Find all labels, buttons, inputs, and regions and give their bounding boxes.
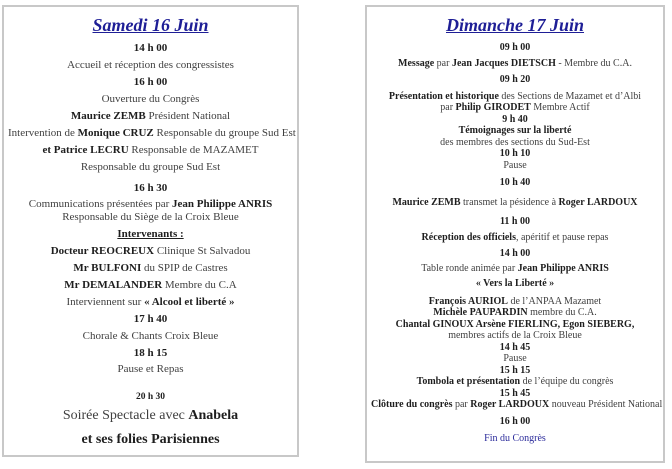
event-line [8,363,293,376]
text-segment: Jean Philippe ANRIS [517,262,609,274]
text-segment: Intervention de [8,127,78,139]
text-segment: 14 h 45 [499,341,531,353]
text-segment: 14 h 00 [133,42,168,54]
saturday-program-panel [2,5,299,457]
text-segment: 15 h 45 [499,387,531,399]
event-line [8,127,296,140]
text-segment: François AURIOL [428,295,508,307]
text-segment: par [440,102,456,113]
time-line [8,347,293,360]
event-line [8,211,293,224]
text-segment: Président National [145,110,231,122]
text-segment: Clinique St Salvadou [154,245,251,257]
text-segment: Intervenants : [117,228,184,240]
event-line [371,278,659,290]
event-line [371,319,659,331]
text-segment: Responsable de MAZAMET [128,144,259,156]
text-segment: Témoignages sur la liberté [458,125,572,136]
event-line [8,330,293,343]
text-segment: Réception des officiels [421,231,516,243]
event-line [371,125,659,137]
text-segment: 9 h 40 [502,113,528,125]
text-segment: Mr BULFONI [73,262,142,274]
event-line [8,245,293,258]
text-segment: transmet la pésidence à [460,196,559,208]
event-line [8,431,293,448]
text-segment: membres actifs de la Croix Bleue [448,330,582,341]
text-segment: Philip GIRODET [455,102,531,113]
text-segment: Chantal GINOUX Arsène FIERLING, Egon SIEBERG, [395,318,635,330]
text-segment: des Sections de Mazamet et d’Albi [498,90,642,102]
text-segment: 17 h 40 [133,313,168,325]
text-segment: Anabela [188,408,239,423]
text-segment: de l’équipe du congrès [520,376,614,387]
time-line [8,76,293,89]
event-line [371,91,659,103]
time-line [8,182,293,195]
text-segment: du SPIP de Castres [141,262,228,274]
text-segment: Docteur REOCREUX [50,245,155,257]
text-segment: Table ronde animée par [421,262,518,274]
saturday-schedule-list [4,42,297,448]
event-line [8,161,293,174]
event-line [371,58,659,70]
text-segment: Mr DEMALANDER [64,279,163,291]
event-line [8,144,293,157]
time-line [371,248,659,260]
event-line [371,330,659,342]
text-segment: 16 h 30 [133,182,168,194]
event-line [8,198,293,211]
text-segment: Message [398,57,435,69]
text-segment: « Alcool et liberté » [144,296,235,308]
time-line [371,42,659,54]
event-line [8,279,293,292]
time-line [8,313,293,326]
text-segment: Roger LARDOUX [558,196,638,208]
time-line [371,114,659,126]
text-segment: de l’ANPAA Mazamet [507,295,602,307]
text-segment: Soirée Spectacle avec [62,408,189,423]
text-segment: 20 h 30 [135,392,166,402]
text-segment: Pause [503,353,527,364]
text-segment: par [452,399,471,410]
text-segment: Ouverture du Congrès [101,93,200,105]
text-segment: Communications présentées par [28,198,173,210]
event-line [371,353,659,365]
text-segment: 16 h 00 [499,415,531,427]
text-segment: Michèle PAUPARDIN [433,307,528,318]
text-segment: - Membre du C.A. [555,57,632,69]
event-line [371,376,659,388]
event-line [371,137,659,149]
text-segment: Jean Philippe ANRIS [172,198,273,210]
text-segment: par [434,57,452,69]
text-segment: Pause et Repas [117,363,184,375]
event-line [371,102,659,114]
event-line [371,296,659,308]
time-line [8,391,293,404]
text-segment: 16 h 00 [133,76,168,88]
event-line [371,232,659,244]
text-segment: Présentation et historique [388,90,499,102]
text-segment: Chorale & Chants Croix Bleue [82,330,219,342]
text-segment: Accueil et réception des congressistes [67,59,234,71]
time-line [371,216,659,228]
text-segment: 09 h 00 [499,42,531,53]
event-line [8,228,293,241]
time-line [371,148,659,160]
text-segment: Monique CRUZ [77,127,154,139]
event-line [8,296,293,309]
text-segment: Interviennent sur [66,296,145,308]
text-segment: 15 h 15 [499,364,531,376]
sunday-title: Dimanche 17 Juin [445,15,585,35]
time-line [371,177,659,189]
text-segment: 10 h 10 [499,148,531,159]
event-line [8,93,293,106]
event-line [371,399,663,411]
event-line [8,110,293,123]
text-segment: 14 h 00 [499,248,531,259]
event-line [371,263,659,275]
event-line [371,307,659,319]
text-segment: membre du C.A. [527,307,597,318]
text-segment: Responsable du groupe Sud Est [153,127,296,139]
text-segment: , apéritif et pause repas [515,231,609,243]
time-line [371,388,659,400]
text-segment: Clôture du congrès [371,399,453,410]
event-line [8,59,293,72]
time-line [8,42,293,55]
sunday-program-panel [365,5,665,463]
text-segment: Jean Jacques DIETSCH [451,57,556,69]
text-segment: Responsable du groupe Sud Est [80,161,221,173]
event-line [371,160,659,172]
text-segment: Maurice ZEMB [70,110,146,122]
time-line [371,416,659,428]
text-segment: nouveau Président National [549,399,663,410]
text-segment: 18 h 15 [133,347,168,359]
sunday-schedule-list [367,42,663,445]
text-segment: Fin du Congrès [484,433,546,444]
text-segment: « Vers la Liberté » [475,278,555,289]
text-segment: Roger LARDOUX [470,399,550,410]
text-segment: 11 h 00 [499,216,530,227]
text-segment: et ses folies Parisiennes [81,432,220,447]
event-line [8,407,293,424]
text-segment: Responsable du Siège de la Croix Bleue [62,211,239,223]
text-segment: et Patrice LECRU [42,144,129,156]
footer-line [371,433,659,445]
event-line [371,197,659,209]
event-line [8,262,293,275]
time-line [371,342,659,354]
text-segment: Membre du C.A [162,279,237,291]
time-line [371,74,659,86]
text-segment: Pause [503,159,527,171]
text-segment: 10 h 40 [499,177,531,188]
text-segment: Maurice ZEMB [392,196,461,208]
text-segment: des membres des sections du Sud-Est [440,136,590,148]
text-segment: Membre Actif [530,102,590,113]
text-segment: 09 h 20 [499,74,531,85]
saturday-title: Samedi 16 Juin [92,15,209,35]
time-line [371,365,659,377]
text-segment: Tombola et présentation [416,376,521,387]
